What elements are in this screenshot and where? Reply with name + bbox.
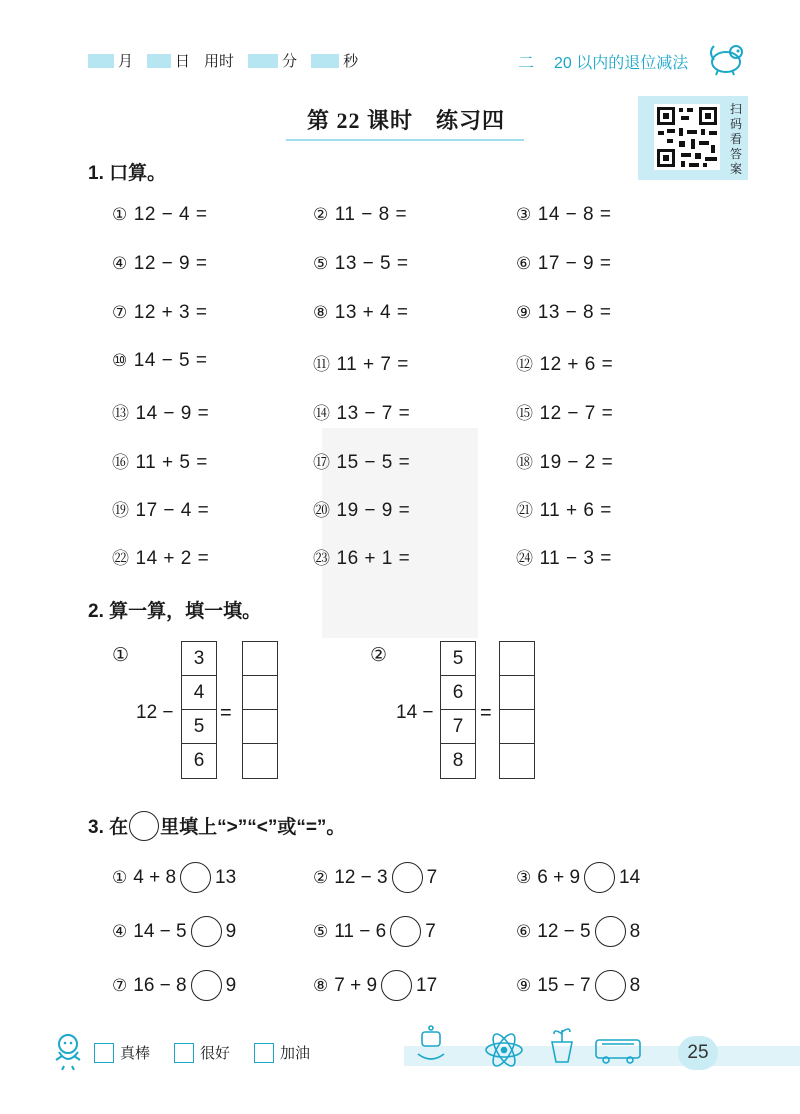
right-value: 8	[629, 920, 641, 942]
oral-item	[313, 399, 410, 425]
minuend-stem: 12 −	[136, 702, 174, 723]
comparison-item	[112, 970, 236, 1001]
oral-item	[112, 399, 209, 425]
oral-expression: 12 − 7 =	[539, 403, 614, 424]
month-label: 月	[118, 53, 134, 70]
oral-item	[313, 302, 408, 324]
item-number: ⑤	[313, 254, 329, 274]
oral-expression: 11 − 3 =	[539, 548, 612, 569]
oral-expression: 12 − 9 =	[133, 253, 208, 274]
item-number: ⑨	[516, 303, 532, 323]
comparison-item	[516, 970, 640, 1001]
answer-box[interactable]	[243, 710, 277, 744]
oral-item	[313, 496, 410, 522]
oral-item	[516, 448, 613, 474]
answer-box[interactable]	[500, 744, 534, 778]
subtrahend-cell: 4	[182, 676, 216, 710]
oral-item	[313, 448, 410, 474]
subtrahend-cell: 8	[452, 750, 464, 771]
footer-decoration	[404, 1024, 800, 1074]
oral-expression: 11 − 8 =	[334, 204, 408, 225]
item-number: ㉓	[313, 549, 331, 569]
rating-keep-going[interactable]	[254, 1042, 310, 1063]
item-number: ⑫	[516, 355, 534, 375]
oral-item	[112, 253, 207, 275]
answer-box[interactable]	[500, 676, 534, 710]
oral-expression: 11 + 7 =	[336, 354, 409, 375]
unit-title	[518, 50, 688, 73]
oral-item	[516, 496, 612, 522]
oral-expression: 16 + 1 =	[336, 548, 411, 569]
oral-expression: 12 + 3 =	[133, 302, 208, 323]
oral-item	[112, 544, 209, 570]
oral-item	[112, 350, 207, 372]
right-value: 14	[619, 866, 641, 888]
section-2-title: 2. 算一算，填一填。	[88, 601, 262, 622]
item-number: ④	[112, 254, 128, 274]
oral-expression: 13 − 5 =	[334, 253, 409, 274]
item-number: ⑲	[112, 501, 130, 521]
item-number: ㉑	[516, 501, 534, 521]
right-value: 9	[225, 920, 237, 942]
answer-column	[499, 641, 535, 779]
oral-expression: 13 − 7 =	[336, 403, 411, 424]
subtrahend-cell: 6	[441, 676, 475, 710]
unit-number: 二	[518, 55, 535, 72]
oral-item	[516, 350, 613, 376]
subtrahend-cell: 3	[182, 642, 216, 676]
qr-panel[interactable]	[638, 96, 748, 180]
lesson-title: 第 22 课时 练习四	[306, 108, 505, 133]
answer-box[interactable]	[500, 642, 534, 676]
qr-caption	[728, 102, 744, 177]
answer-circle[interactable]	[381, 970, 412, 1001]
oral-item	[516, 204, 611, 226]
comparison-item	[112, 916, 236, 947]
item-number: ⑪	[313, 355, 331, 375]
answer-box[interactable]	[500, 710, 534, 744]
oral-expression: 13 + 4 =	[334, 302, 409, 323]
item-number: ⑦	[112, 303, 128, 323]
section-1-title: 1. 口算。	[88, 163, 167, 184]
left-expression: 6 + 9	[537, 866, 581, 888]
cartoon-mascot-icon	[50, 1030, 88, 1070]
answer-circle[interactable]	[392, 862, 423, 893]
item-number: ⑯	[112, 453, 130, 473]
oral-item	[516, 399, 613, 425]
oral-item	[313, 544, 410, 570]
item-number: ④	[112, 921, 128, 942]
right-value: 7	[425, 920, 436, 942]
rating-great[interactable]	[94, 1042, 150, 1063]
item-number: ㉒	[112, 549, 130, 569]
title-underline	[286, 139, 524, 141]
comparison-item	[516, 862, 640, 893]
subtrahend-column	[440, 641, 476, 779]
minute-label: 分	[282, 53, 298, 70]
oral-expression: 13 − 8 =	[537, 302, 612, 323]
date-time-row	[88, 50, 372, 71]
answer-circle[interactable]	[595, 916, 626, 947]
oral-item	[112, 302, 207, 324]
oral-expression: 19 − 9 =	[336, 500, 411, 521]
subtrahend-cell: 5	[182, 710, 216, 744]
minuend-stem: 14 −	[396, 702, 434, 723]
answer-circle[interactable]	[595, 970, 626, 1001]
right-value: 13	[215, 866, 237, 888]
item-number: ⑮	[516, 404, 534, 424]
oral-expression: 12 + 6 =	[539, 354, 614, 375]
left-expression: 12 − 5	[537, 920, 591, 942]
answer-box[interactable]	[243, 676, 277, 710]
item-number: ①	[112, 205, 128, 225]
left-expression: 14 − 5	[133, 920, 187, 942]
item-number: ⑥	[516, 254, 532, 274]
rating-checkbox[interactable]	[254, 1043, 274, 1063]
oral-item	[112, 204, 207, 226]
oral-expression: 14 + 2 =	[135, 548, 210, 569]
item-number: ③	[516, 205, 532, 225]
item-number: ⑥	[516, 921, 532, 942]
dragon-mascot-icon	[706, 40, 748, 76]
answer-circle[interactable]	[584, 862, 615, 893]
rating-checkbox[interactable]	[94, 1043, 114, 1063]
problem-number: ②	[370, 644, 388, 666]
second-blank[interactable]	[311, 54, 339, 68]
answer-circle[interactable]	[390, 916, 421, 947]
qr-caption-char: 码	[729, 117, 742, 131]
rating-good[interactable]	[174, 1042, 230, 1063]
left-expression: 4 + 8	[133, 866, 177, 888]
oral-item	[313, 253, 408, 275]
comparison-item	[313, 862, 437, 893]
answer-circle[interactable]	[191, 970, 222, 1001]
item-number: ㉔	[516, 549, 534, 569]
answer-circle[interactable]	[191, 916, 222, 947]
day-blank[interactable]	[147, 54, 171, 68]
left-expression: 16 − 8	[133, 974, 187, 996]
page-number: 25	[678, 1036, 718, 1070]
comparison-item	[516, 916, 640, 947]
item-number: ③	[516, 867, 532, 888]
item-number: ②	[313, 205, 329, 225]
oral-expression: 19 − 2 =	[539, 452, 614, 473]
item-number: ⑧	[313, 975, 329, 996]
item-number: ①	[112, 867, 128, 888]
subtrahend-cell: 5	[441, 642, 475, 676]
item-number: ⑧	[313, 303, 329, 323]
second-label: 秒	[343, 53, 359, 70]
oral-item	[313, 350, 409, 376]
oral-expression: 11 + 5 =	[135, 452, 208, 473]
problem-number: ①	[112, 644, 130, 666]
oral-expression: 12 − 4 =	[133, 204, 208, 225]
left-expression: 7 + 9	[334, 974, 378, 996]
rating-checkbox[interactable]	[174, 1043, 194, 1063]
left-expression: 11 − 6	[334, 920, 387, 942]
subtrahend-column	[181, 641, 217, 779]
section-3-title-suffix: 里填上“>”“<”或“=”。	[160, 817, 346, 838]
subtrahend-cell: 7	[441, 710, 475, 744]
day-label: 日	[175, 53, 191, 70]
circle-symbol-icon	[129, 811, 159, 841]
right-value: 9	[225, 974, 237, 996]
answer-column	[242, 641, 278, 779]
oral-expression: 15 − 5 =	[336, 452, 411, 473]
item-number: ⑤	[313, 921, 329, 942]
oral-item	[516, 253, 611, 275]
item-number: ⑳	[313, 501, 331, 521]
item-number: ⑦	[112, 975, 128, 996]
subtrahend-cell: 6	[193, 750, 205, 771]
answer-circle[interactable]	[180, 862, 211, 893]
item-number: ②	[313, 867, 329, 888]
qr-caption-char: 扫	[729, 102, 742, 116]
item-number: ⑱	[516, 453, 534, 473]
oral-item	[516, 302, 611, 324]
oral-expression: 14 − 8 =	[537, 204, 612, 225]
minute-blank[interactable]	[248, 54, 278, 68]
equals-sign: =	[480, 702, 492, 724]
oral-expression: 17 − 4 =	[135, 500, 210, 521]
item-number: ⑨	[516, 975, 532, 996]
oral-expression: 17 − 9 =	[537, 253, 612, 274]
item-number: ⑩	[112, 351, 128, 371]
qr-caption-char: 答	[729, 147, 742, 161]
rating-label: 真棒	[120, 1045, 151, 1062]
item-number: ⑬	[112, 404, 130, 424]
oral-expression: 14 − 5 =	[133, 350, 208, 371]
oral-item	[516, 544, 612, 570]
left-expression: 12 − 3	[334, 866, 388, 888]
item-number: ⑰	[313, 453, 331, 473]
right-value: 17	[416, 974, 438, 996]
oral-item	[112, 496, 209, 522]
section-3-title-prefix: 3. 在	[88, 817, 129, 838]
comparison-item	[112, 862, 236, 893]
rating-label: 很好	[200, 1045, 231, 1062]
section-3-title	[88, 812, 345, 843]
time-used-label: 用时	[204, 53, 235, 70]
right-value: 8	[629, 974, 641, 996]
answer-box[interactable]	[243, 642, 277, 676]
month-blank[interactable]	[88, 54, 114, 68]
comparison-item	[313, 916, 436, 947]
answer-box[interactable]	[243, 744, 277, 778]
qr-caption-char: 看	[729, 132, 742, 146]
rating-label: 加油	[280, 1045, 311, 1062]
equals-sign: =	[220, 702, 232, 724]
left-expression: 15 − 7	[537, 974, 591, 996]
oral-item	[313, 204, 407, 226]
item-number: ⑭	[313, 404, 331, 424]
oral-item	[112, 448, 208, 474]
right-value: 7	[426, 866, 438, 888]
unit-name: 20 以内的退位减法	[554, 55, 689, 72]
oral-expression: 11 + 6 =	[539, 500, 612, 521]
qr-code-icon[interactable]	[654, 104, 720, 170]
comparison-item	[313, 970, 437, 1001]
qr-caption-char: 案	[729, 162, 742, 176]
oral-expression: 14 − 9 =	[135, 403, 210, 424]
